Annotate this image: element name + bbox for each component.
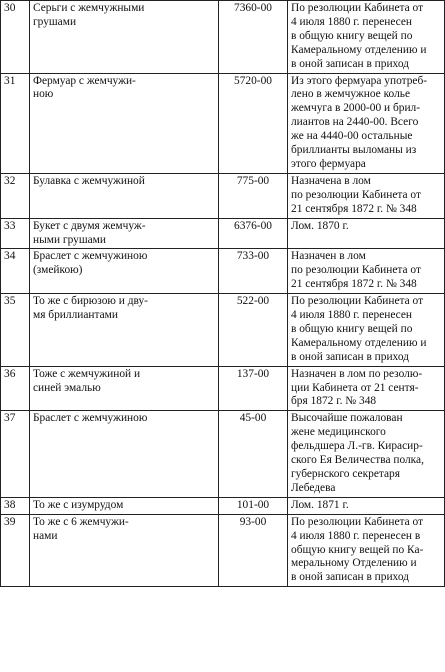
item-description xyxy=(30,218,219,249)
row-number: 39 xyxy=(1,514,30,587)
item-note-line: лено в жемчужное колье xyxy=(291,88,411,101)
row-number: 38 xyxy=(1,497,30,514)
table-row xyxy=(1,366,445,411)
row-number: 31 xyxy=(1,73,30,173)
item-description-line: Браслет с жемчужиною xyxy=(33,412,148,425)
table-row xyxy=(1,249,445,294)
table-row xyxy=(1,411,445,497)
item-note xyxy=(288,218,445,249)
item-note-line: лиантов на 2440-00. Всего xyxy=(291,116,419,129)
item-note-line: ции Кабинета от 21 сентя- xyxy=(291,381,419,394)
item-description-line: Серьги с жемчужными xyxy=(33,2,145,14)
item-description-line: Браслет с жемчужиною xyxy=(33,250,148,263)
item-note-line: Назначена в лом xyxy=(291,174,371,187)
inventory-table-body xyxy=(1,1,445,587)
item-description-line: синей эмалью xyxy=(33,381,101,394)
item-note-line: По резолюции Кабинета от xyxy=(291,2,424,14)
item-note-line: бря 1872 г. № 348 xyxy=(291,395,377,408)
item-description xyxy=(30,249,219,294)
item-note-line: жемчуга в 2000-00 и брил- xyxy=(291,102,421,115)
item-price: 775-00 xyxy=(219,173,288,218)
item-description xyxy=(30,173,219,218)
item-note-line: по резолюции Кабинета от xyxy=(291,264,421,277)
item-price: 6376-00 xyxy=(219,218,288,249)
item-note-line: общую книгу вещей по Ка- xyxy=(291,543,424,556)
item-note-line: Лом. 1871 г. xyxy=(291,498,349,511)
table-row xyxy=(1,497,445,514)
item-note-line: по резолюции Кабинета от xyxy=(291,188,421,201)
item-description-line: грушами xyxy=(33,15,77,28)
item-note-line: 4 июля 1880 г. перенесен xyxy=(291,15,413,28)
row-number: 36 xyxy=(1,366,30,411)
item-description-line: ными грушами xyxy=(33,233,106,246)
item-note-line: По резолюции Кабинета от xyxy=(291,515,424,528)
item-description-line: То же с бирюзою и дву- xyxy=(33,295,148,308)
item-description xyxy=(30,1,219,74)
table-row xyxy=(1,218,445,249)
item-description-line: Фермуар с жемчужи- xyxy=(33,74,136,87)
item-note-line: 4 июля 1880 г. перенесен xyxy=(291,309,413,322)
item-description-line: ною xyxy=(33,88,54,101)
item-note xyxy=(288,173,445,218)
item-price: 733-00 xyxy=(219,249,288,294)
item-note-line: фельдшера Л.-гв. Кирасир- xyxy=(291,440,423,453)
item-price: 45-00 xyxy=(219,411,288,497)
item-note xyxy=(288,294,445,367)
item-note-line: Назначен в лом по резолю- xyxy=(291,367,423,380)
item-note-line: в оной записан в приход xyxy=(291,57,409,70)
item-price: 101-00 xyxy=(219,497,288,514)
item-description-line: То же с 6 жемчужи- xyxy=(33,515,129,528)
item-description xyxy=(30,411,219,497)
table-row xyxy=(1,73,445,173)
item-note-line: По резолюции Кабинета от xyxy=(291,295,424,308)
item-note-line: 4 июля 1880 г. перенесен в xyxy=(291,529,421,542)
row-number: 35 xyxy=(1,294,30,367)
item-note-line: же на 4440-00 остальные xyxy=(291,130,413,143)
item-note xyxy=(288,73,445,173)
item-description-line: Букет с двумя жемчуж- xyxy=(33,219,146,232)
item-note-line: ского Ея Величества полка, xyxy=(291,454,424,467)
row-number: 32 xyxy=(1,173,30,218)
item-price: 93-00 xyxy=(219,514,288,587)
item-note xyxy=(288,249,445,294)
item-price: 5720-00 xyxy=(219,73,288,173)
item-price: 7360-00 xyxy=(219,1,288,74)
row-number: 30 xyxy=(1,1,30,74)
row-number: 37 xyxy=(1,411,30,497)
table-row xyxy=(1,294,445,367)
item-note xyxy=(288,366,445,411)
item-note-line: Из этого фермуара употреб- xyxy=(291,74,428,87)
item-note-line: Камеральному отделению и xyxy=(291,43,427,56)
item-price: 137-00 xyxy=(219,366,288,411)
item-note-line: губернского секретаря xyxy=(291,468,400,480)
item-description xyxy=(30,294,219,367)
item-note-line: Высочайше пожалован xyxy=(291,412,403,425)
item-note-line: этого фермуара xyxy=(291,157,366,170)
item-note-line: 21 сентября 1872 г. № 348 xyxy=(291,202,417,215)
item-note xyxy=(288,497,445,514)
item-note-line: в общую книгу вещей по xyxy=(291,322,413,335)
item-note-line: жене медицинского xyxy=(291,426,386,439)
item-note-line: Камеральному отделению и xyxy=(291,336,427,349)
item-note xyxy=(288,1,445,74)
item-note-line: Назначен в лом xyxy=(291,250,366,263)
table-row xyxy=(1,173,445,218)
item-note-line: меральному Отделению и xyxy=(291,557,417,570)
table-row xyxy=(1,514,445,587)
item-note-line: Лебедева xyxy=(291,481,336,494)
item-price: 522-00 xyxy=(219,294,288,367)
item-note-line: Лом. 1870 г. xyxy=(291,219,349,232)
item-note-line: в общую книгу вещей по xyxy=(291,29,413,42)
item-note-line: бриллианты выломаны из xyxy=(291,144,417,157)
item-description-line: (змейкою) xyxy=(33,264,83,277)
item-description xyxy=(30,73,219,173)
row-number: 33 xyxy=(1,218,30,249)
item-note xyxy=(288,514,445,587)
item-description xyxy=(30,497,219,514)
item-description-line: нами xyxy=(33,529,58,542)
item-note xyxy=(288,411,445,497)
item-note-line: в оной записан в приход xyxy=(291,571,409,584)
item-description-line: Булавка с жемчужиной xyxy=(33,174,145,187)
item-description-line: мя бриллиантами xyxy=(33,309,118,322)
row-number: 34 xyxy=(1,249,30,294)
table-row xyxy=(1,1,445,74)
item-note-line: в оной записан в приход xyxy=(291,350,409,363)
item-description-line: Тоже с жемчужиной и xyxy=(33,367,141,380)
item-description xyxy=(30,366,219,411)
item-description-line: То же с изумрудом xyxy=(33,498,124,511)
item-note-line: 21 сентября 1872 г. № 348 xyxy=(291,278,417,291)
item-description xyxy=(30,514,219,587)
